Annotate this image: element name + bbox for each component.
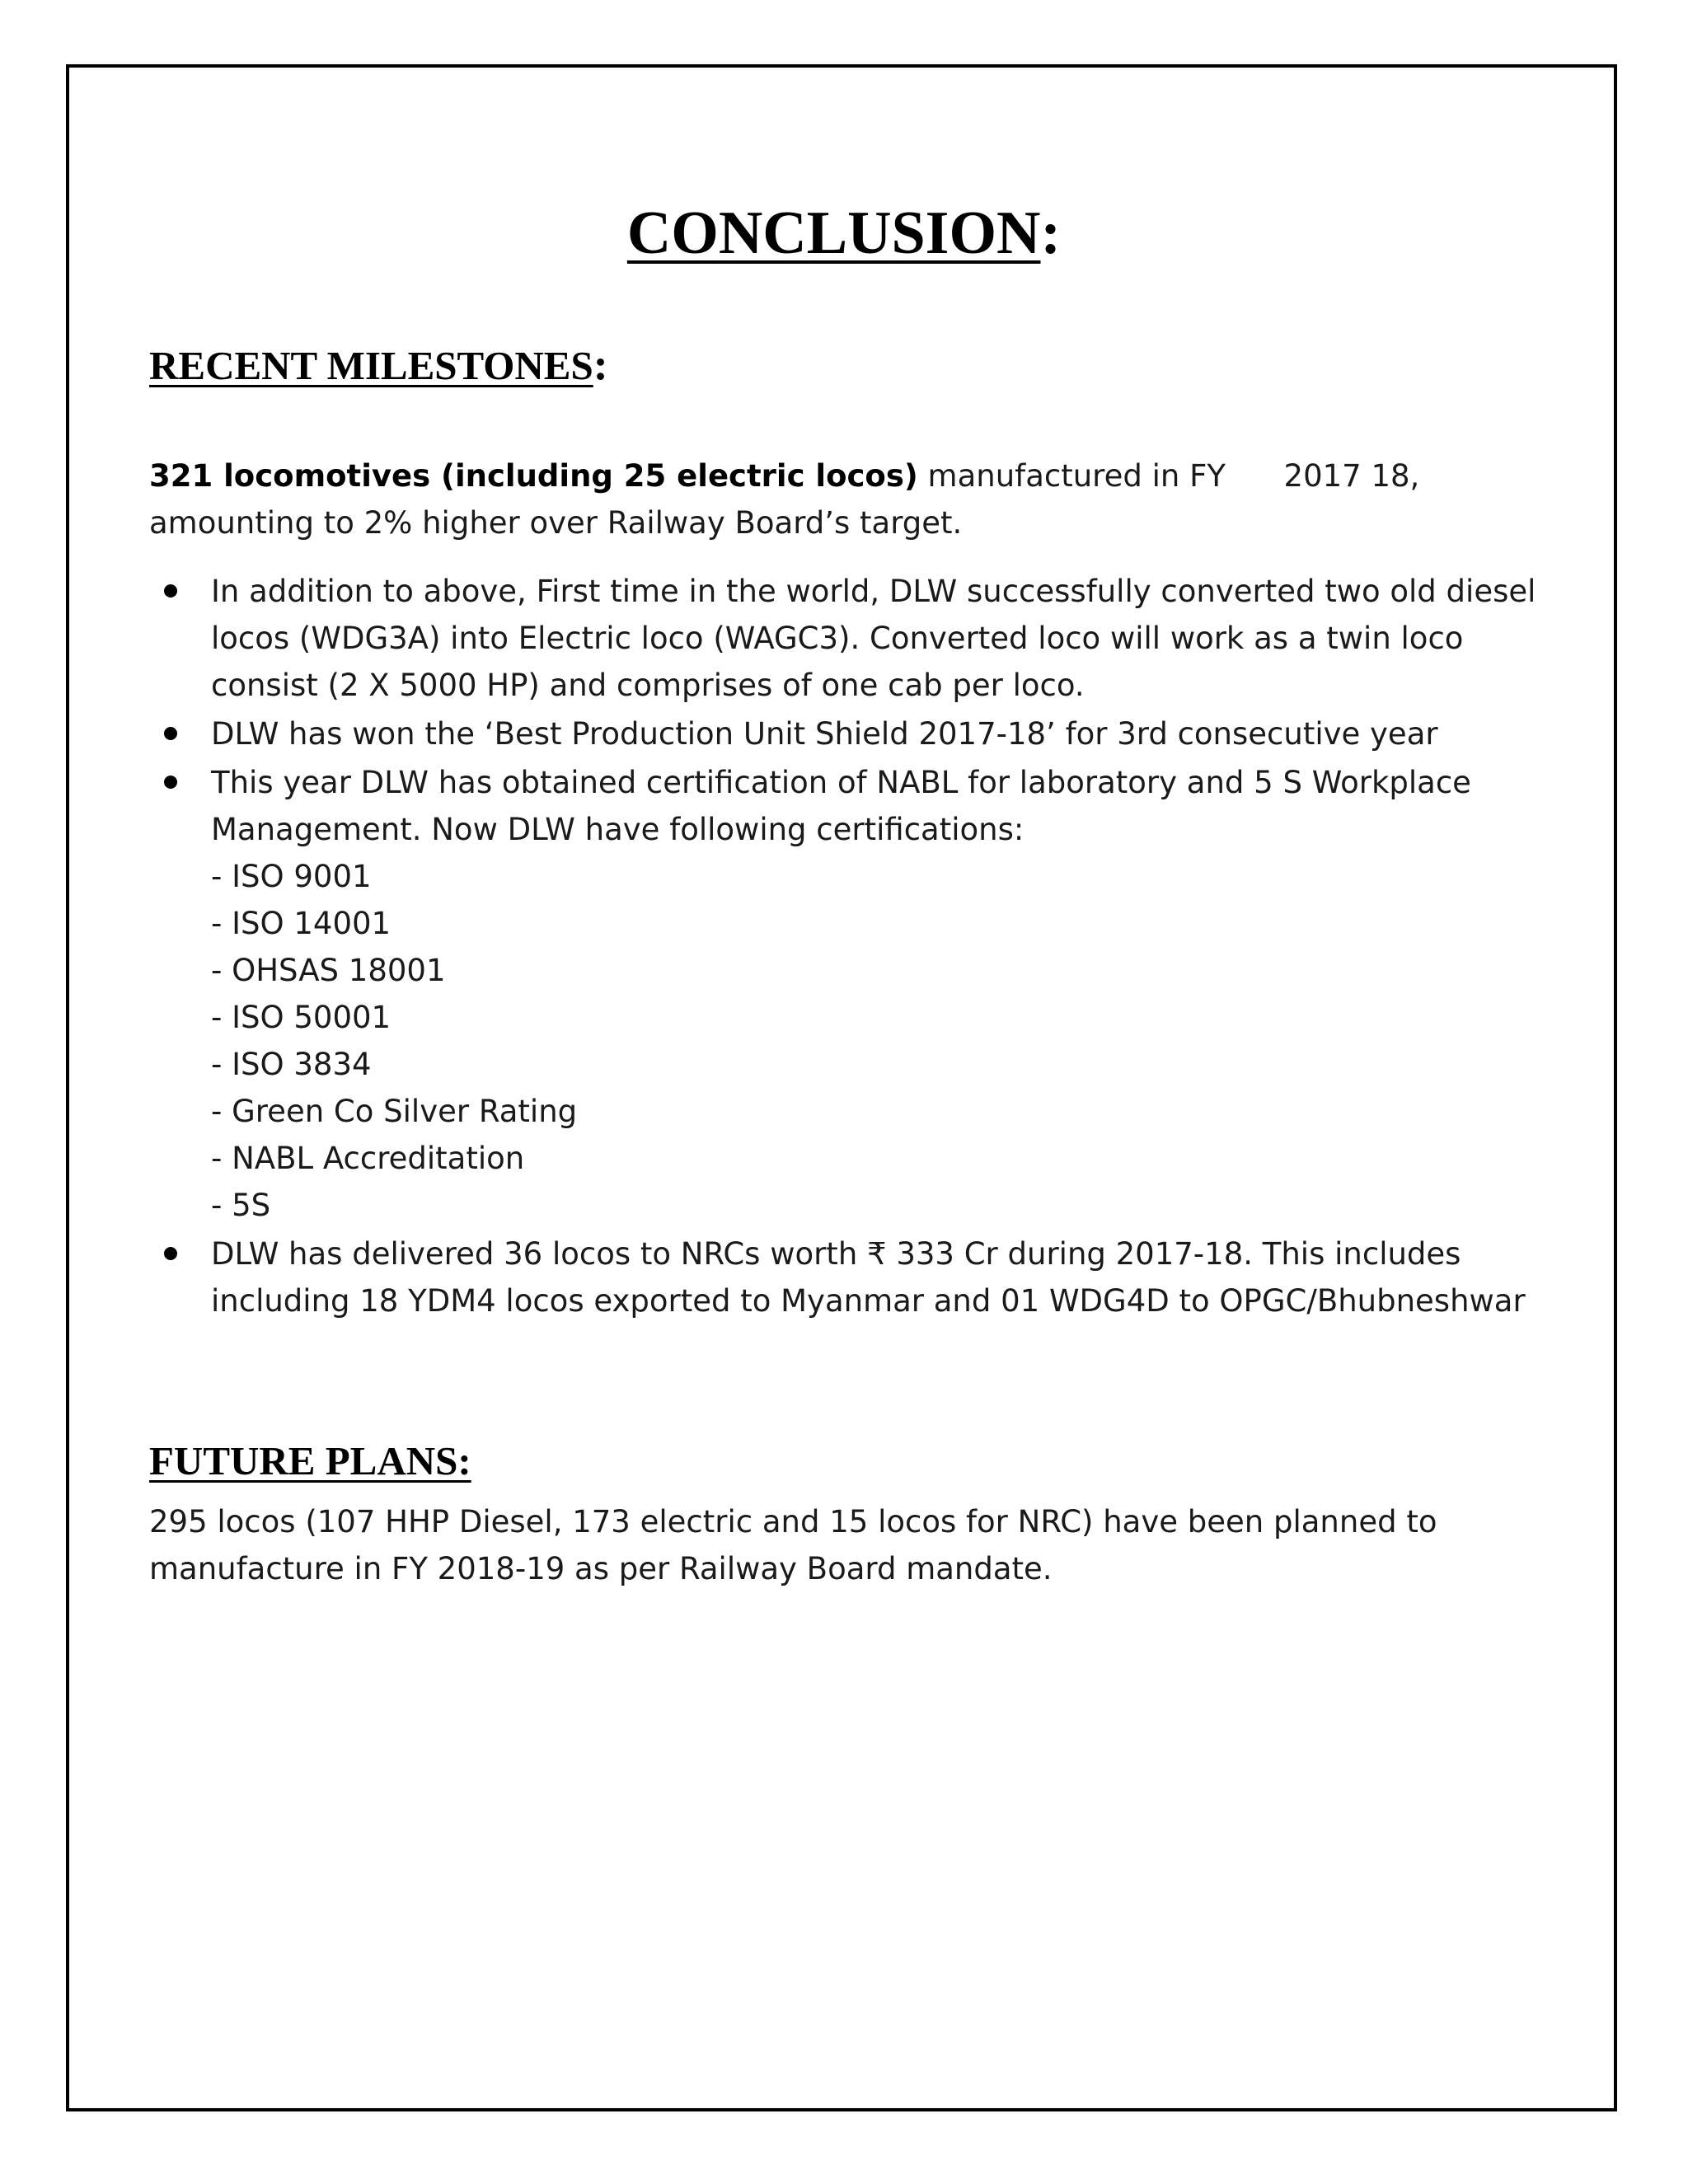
- certification-item: - NABL Accreditation: [211, 1141, 525, 1176]
- milestone-item: [149, 710, 1542, 757]
- page-title-colon: :: [1040, 199, 1062, 267]
- certification-item: - ISO 3834: [211, 1047, 372, 1082]
- milestones-intro-bold: 321 locomotives (including 25 electric locos): [149, 458, 918, 494]
- certification-list: [211, 853, 1542, 1229]
- milestones-list: [149, 568, 1542, 1326]
- certification-item: - ISO 14001: [211, 906, 392, 941]
- recent-milestones-heading-text: RECENT MILESTONES: [149, 343, 593, 388]
- future-plans-text: 295 locos (107 HHP Diesel, 173 electric and 15 locos for NRC) have been planned to manufacture in FY 2018-19 as per Railway Board mandate.: [149, 1504, 1437, 1586]
- page-title: [0, 194, 1688, 272]
- certification-item: - Green Co Silver Rating: [211, 1094, 578, 1129]
- milestones-intro: [149, 452, 1542, 546]
- future-plans-heading: [149, 1435, 471, 1488]
- page-title-text: CONCLUSION: [626, 199, 1041, 267]
- milestone-item-text: DLW has delivered 36 locos to NRCs worth ₹ 333 Cr during 2017-18. This includes including 18 YDM4 locos exported to Myanmar and 01 WDG4D to OPGC/Bhubneshwar: [211, 1236, 1526, 1319]
- certification-item: - OHSAS 18001: [211, 953, 446, 988]
- milestone-item-text: This year DLW has obtained certification of NABL for laboratory and 5 S Workplace Management. Now DLW have following certifications:: [211, 765, 1471, 847]
- milestone-item: [149, 568, 1542, 709]
- future-plans-heading-text: FUTURE PLANS:: [149, 1438, 471, 1483]
- certification-item: - ISO 50001: [211, 1000, 392, 1035]
- certification-item: - 5S: [211, 1188, 271, 1223]
- certification-item: - ISO 9001: [211, 859, 372, 894]
- recent-milestones-heading-colon: :: [593, 340, 608, 389]
- milestones-intro-rest: manufactured in FY 2017 18, amounting to 2% higher over Railway Board’s target.: [149, 458, 1430, 541]
- recent-milestones-heading: [149, 338, 608, 392]
- milestone-item-text: In addition to above, First time in the world, DLW successfully converted two old diesel locos (WDG3A) into Electric loco (WAGC3). Converted loco will work as a twin loco consist (2 X 5000 HP) and comprises of one cab per loco.: [211, 574, 1536, 703]
- milestone-item: [149, 1230, 1542, 1324]
- milestone-item: [149, 759, 1542, 1229]
- milestone-item-text: DLW has won the ‘Best Production Unit Shield 2017-18’ for 3rd consecutive year: [211, 716, 1438, 752]
